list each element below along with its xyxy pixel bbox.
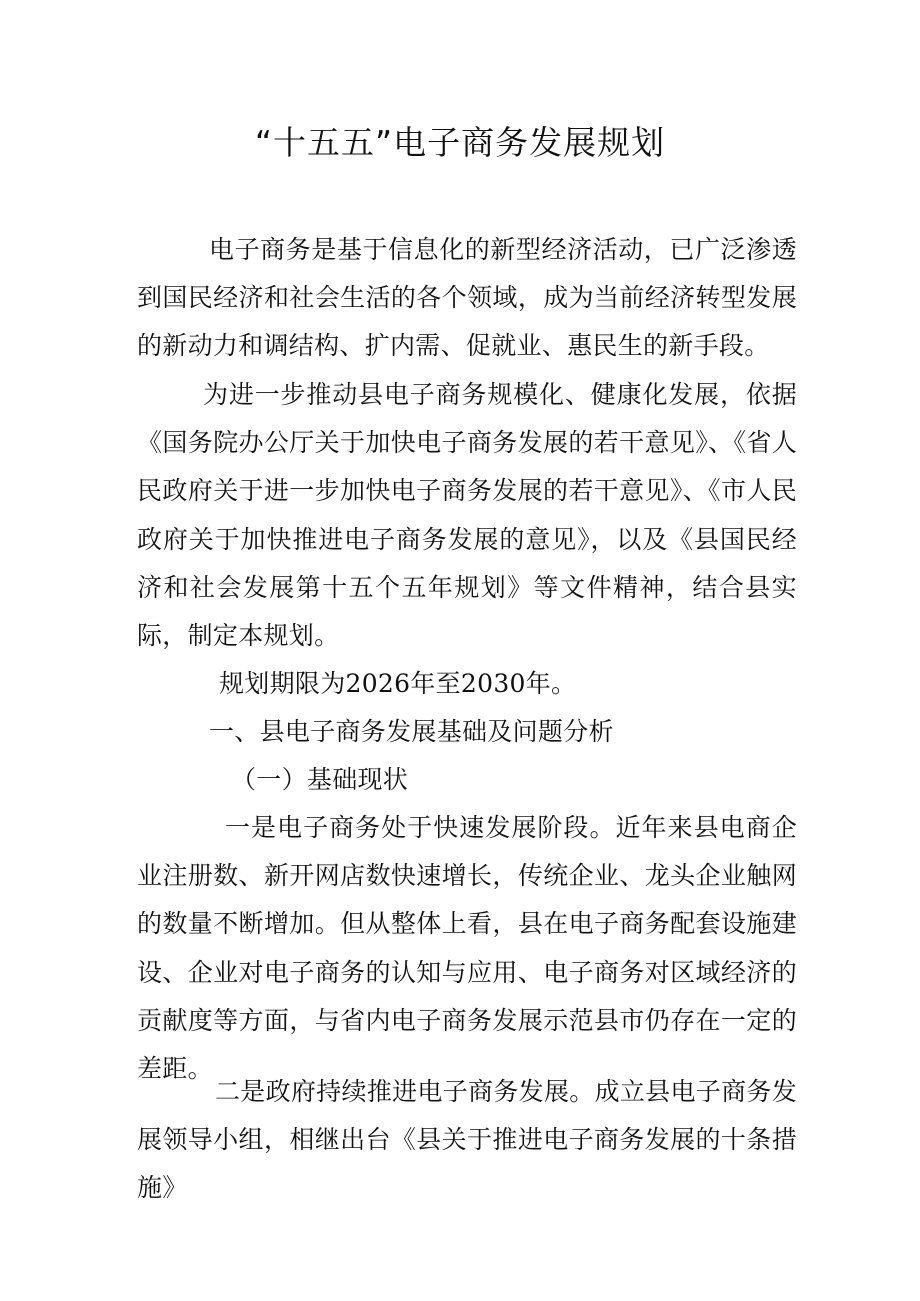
- paragraph-point-2: 二是政府持续推进电子商务发展。成立县电子商务发展领导小组，相继出台《县关于推进电子商务发展的十条措施》: [137, 1077, 797, 1203]
- section-heading-1: 一、县电子商务发展基础及问题分析: [209, 717, 614, 746]
- paragraph-basis: 为进一步推动县电子商务规模化、健康化发展，依据《国务院办公厅关于加快电子商务发展的若干意见》、《省人民政府关于进一步加快电子商务发展的若干意见》、《市人民政府关于加快推进电子商务发展的意见》，以及《县国民经济和社会发展第十五个五年规划》等文件精神，结合县实际，制定本规划。: [137, 380, 797, 651]
- paragraph-period: 规划期限为2026年至2030年。: [219, 669, 577, 698]
- paragraph-intro: 电子商务是基于信息化的新型经济活动，已广泛渗透到国民经济和社会生活的各个领域，成为当前经济转型发展的新动力和调结构、扩内需、促就业、惠民生的新手段。: [137, 235, 797, 361]
- paragraph-point-1: 一是电子商务处于快速发展阶段。近年来县电商企业注册数、新开网店数快速增长，传统企业、龙头企业触网的数量不断增加。但从整体上看，县在电子商务配套设施建设、企业对电子商务的认知与应用、电子商务对区域经济的贡献度等方面，与省内电子商务发展示范县市仍存在一定的差距。: [137, 813, 797, 1084]
- subsection-heading-1: （一）基础现状: [231, 765, 409, 794]
- document-title: “十五五”电子商务发展规划: [254, 123, 666, 162]
